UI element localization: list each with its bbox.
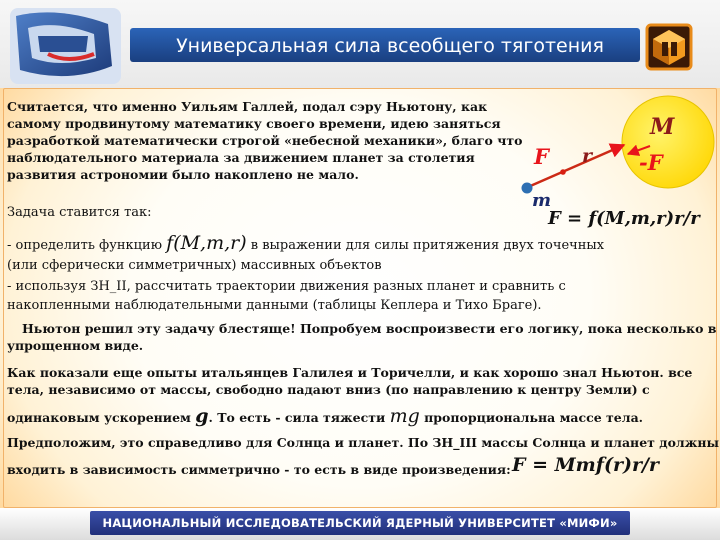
intro-line: разработкой математически строгой «небесной механики», благо что	[7, 133, 523, 148]
label-F-left: F	[534, 144, 549, 169]
newton-line1: Ньютон решил эту задачу блестяще! Попробуем воспроизвести его логику, пока несколько в	[22, 321, 717, 336]
para2-text-c: пропорциональна массе тела.	[419, 410, 644, 425]
para3-line2: входить в зависимость симметрично - то есть в виде произведения:	[7, 462, 511, 477]
task1-function: f(M,m,r)	[166, 232, 247, 254]
label-M: M	[650, 114, 675, 140]
intro-line: наблюдательного материала за движением планет за столетия	[7, 150, 475, 165]
para2-line1: Как показали еще опыты итальянцев Галилея и Торичелли, и как хорошо знал Ньютон. все	[7, 365, 693, 380]
task1-suffix: в выражении для силы притяжения двух точечных	[246, 238, 605, 253]
footer-text: НАЦИОНАЛЬНЫЙ ИССЛЕДОВАТЕЛЬСКИЙ ЯДЕРНЫЙ УНИВЕРСИТЕТ «МИФИ»	[102, 516, 618, 530]
label-r: r	[582, 145, 593, 167]
para2-line3	[7, 405, 644, 427]
label-F-right: -F	[639, 150, 663, 175]
diagram-formula: F = f(M,m,r)r/r	[548, 208, 700, 229]
intro-line: развития астрономии было накоплено не мало.	[7, 167, 359, 182]
task2-line1: - используя ЗН_II, рассчитать траектории движения разных планет и сравнить с	[7, 279, 566, 294]
para2-text-b: . То есть - сила тяжести	[208, 410, 390, 425]
para2-line2: тела, независимо от массы, свободно падают вниз (по направлению к центру Земли) с	[7, 382, 650, 397]
task2-line2: накопленными наблюдательными данными (таблицы Кеплера и Тихо Браге).	[7, 298, 542, 313]
para3-line1: Предположим, это справедливо для Солнца и планет. По ЗН_III массы Солнца и планет должны	[7, 435, 720, 450]
newton-line2: упрощенном виде.	[7, 338, 144, 353]
sun-circle	[622, 96, 714, 188]
label-m: m	[532, 190, 552, 211]
task-header: Задача ставится так:	[7, 205, 152, 220]
mephi-logo-icon	[8, 6, 123, 86]
symbol-g: g	[195, 405, 209, 427]
vector-tip-dot	[560, 169, 566, 175]
symbol-mg: mg	[389, 405, 420, 427]
para2-text-a: одинаковым ускорением	[7, 410, 196, 425]
final-formula: F = Mmf(r)r/r	[512, 454, 659, 476]
planet-circle	[522, 183, 533, 194]
task1-line	[7, 234, 604, 255]
task1-line2: (или сферически симметричных) массивных объектов	[7, 258, 382, 273]
cube-logo-icon	[644, 22, 694, 72]
page-title: Универсальная сила всеобщего тяготения	[176, 35, 604, 57]
intro-line: Считается, что именно Уильям Галлей, подал сэру Ньютону, как	[7, 99, 488, 114]
task1-prefix: - определить функцию	[7, 238, 167, 253]
intro-line: самому продвинутому математику своего времени, идею заняться	[7, 116, 501, 131]
